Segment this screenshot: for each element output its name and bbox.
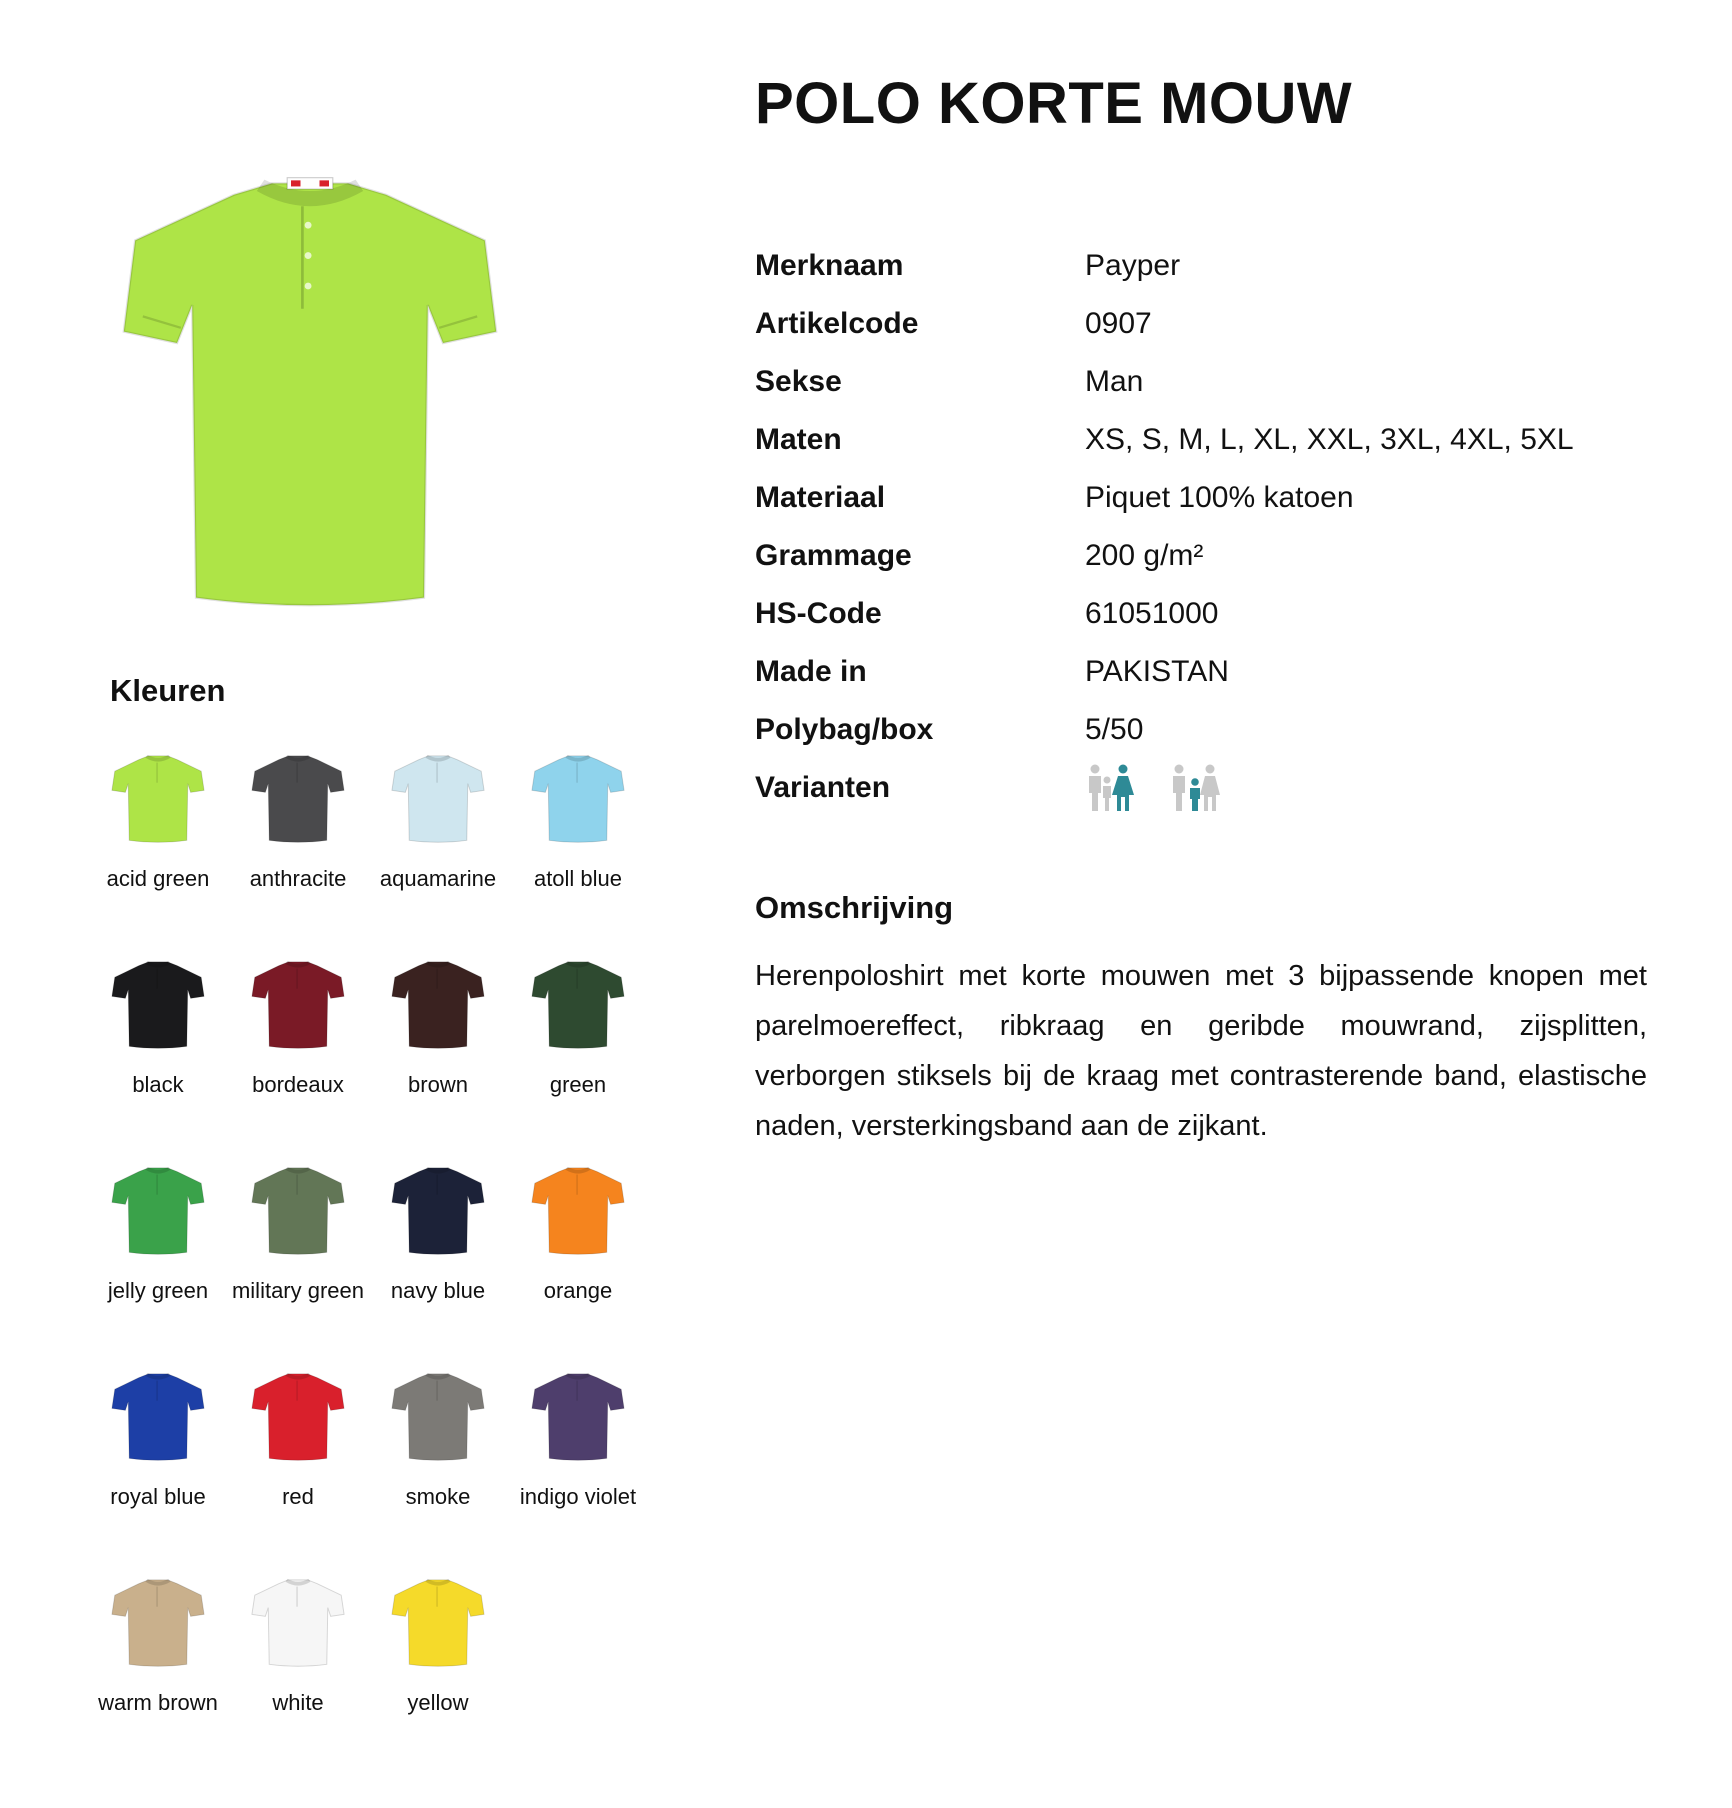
- color-swatch-label: brown: [408, 1072, 468, 1097]
- spec-label: Varianten: [755, 771, 891, 804]
- spec-value: 200 g/m²: [1085, 539, 1204, 572]
- spec-value: Piquet 100% katoen: [1085, 481, 1354, 514]
- color-swatch-label: smoke: [405, 1484, 471, 1509]
- spec-value: 0907: [1085, 307, 1152, 340]
- polo-swatch-image: [528, 752, 628, 848]
- spec-label: Sekse: [755, 365, 842, 398]
- spec-value: Man: [1085, 365, 1144, 398]
- color-swatch[interactable]: [508, 1370, 648, 1576]
- color-swatch-label: jelly green: [107, 1278, 209, 1303]
- polo-swatch-image: [528, 958, 628, 1054]
- polo-swatch-image: [108, 1576, 208, 1672]
- spec-row-hs-code: [755, 585, 1665, 643]
- family-woman-variant-icon[interactable]: [1085, 763, 1137, 813]
- colors-heading: Kleuren: [110, 673, 226, 708]
- polo-swatch-image: [108, 752, 208, 848]
- polo-shirt-main-image: [120, 160, 500, 640]
- color-swatch-label: navy blue: [390, 1278, 486, 1303]
- polo-body: [124, 183, 496, 605]
- spec-label: HS-Code: [755, 597, 882, 630]
- color-swatch-label: black: [132, 1072, 184, 1097]
- spec-row-made-in: [755, 643, 1665, 701]
- color-swatch-label: red: [282, 1484, 314, 1509]
- color-swatch-label: indigo violet: [519, 1484, 637, 1509]
- spec-row-brand: [755, 237, 1665, 295]
- color-swatch-label: yellow: [407, 1690, 469, 1715]
- spec-value: XS, S, M, L, XL, XXL, 3XL, 4XL, 5XL: [1085, 423, 1574, 456]
- polo-swatch-image: [388, 1370, 488, 1466]
- color-swatch-label: atoll blue: [533, 866, 623, 891]
- spec-label: Artikelcode: [755, 307, 919, 340]
- color-swatch-label: warm brown: [98, 1690, 218, 1715]
- color-swatch[interactable]: [368, 958, 508, 1164]
- color-swatch[interactable]: [88, 1164, 228, 1370]
- color-swatch-label: orange: [543, 1278, 613, 1303]
- polo-swatch-image: [388, 958, 488, 1054]
- color-swatch[interactable]: [508, 958, 648, 1164]
- polo-swatch-image: [248, 1576, 348, 1672]
- spec-label: Grammage: [755, 539, 912, 572]
- spec-row-polybag: [755, 701, 1665, 759]
- polo-swatch-image: [528, 1370, 628, 1466]
- description-heading: Omschrijving: [755, 890, 954, 925]
- product-title: POLO KORTE MOUW: [755, 71, 1353, 136]
- spec-label: Merknaam: [755, 249, 904, 282]
- color-swatch-label: white: [272, 1690, 324, 1715]
- color-swatch[interactable]: [228, 958, 368, 1164]
- color-swatch-grid: [88, 752, 648, 1782]
- family-child-variant-icon[interactable]: [1169, 763, 1221, 813]
- polo-swatch-image: [108, 958, 208, 1054]
- color-swatch-label: anthracite: [249, 866, 347, 891]
- spec-row-article-code: [755, 295, 1665, 353]
- color-swatch[interactable]: [368, 1576, 508, 1782]
- description-text: Herenpoloshirt met korte mouwen met 3 bijpassende knopen met parelmoereffect, ribkraag en geribde mouwrand, zijsplitten, verborgen stiksels bij de kraag met contrasterende band, elastische naden, versterkingsband aan de zijkant.: [755, 960, 1647, 1142]
- main-product-image: [120, 160, 500, 640]
- spec-label: Made in: [755, 655, 867, 688]
- polo-swatch-image: [248, 1164, 348, 1260]
- spec-row-sizes: [755, 411, 1665, 469]
- spec-row-material: [755, 469, 1665, 527]
- spec-row-variants: [755, 759, 1665, 817]
- color-swatch[interactable]: [228, 1164, 368, 1370]
- spec-label: Materiaal: [755, 481, 886, 514]
- variant-icons: [1085, 763, 1221, 813]
- color-swatch[interactable]: [228, 1370, 368, 1576]
- spec-value: PAKISTAN: [1085, 655, 1229, 688]
- color-swatch-label: bordeaux: [252, 1072, 344, 1097]
- spec-value: 5/50: [1085, 713, 1144, 746]
- polo-swatch-image: [528, 1164, 628, 1260]
- polo-swatch-image: [248, 1370, 348, 1466]
- color-swatch-label: acid green: [106, 866, 210, 891]
- polo-swatch-image: [248, 958, 348, 1054]
- spec-value: 61051000: [1085, 597, 1219, 630]
- polo-swatch-image: [388, 1164, 488, 1260]
- color-swatch-label: royal blue: [110, 1484, 206, 1509]
- color-swatch[interactable]: [228, 1576, 368, 1782]
- spec-label: Polybag/box: [755, 713, 934, 746]
- polo-swatch-image: [108, 1164, 208, 1260]
- spec-table: [755, 237, 1665, 817]
- color-swatch[interactable]: [88, 1576, 228, 1782]
- color-swatch[interactable]: [368, 1370, 508, 1576]
- color-swatch[interactable]: [368, 752, 508, 958]
- spec-row-grammage: [755, 527, 1665, 585]
- polo-swatch-image: [388, 1576, 488, 1672]
- color-swatch[interactable]: [88, 1370, 228, 1576]
- polo-swatch-image: [388, 752, 488, 848]
- polo-swatch-image: [248, 752, 348, 848]
- color-swatch[interactable]: [508, 1164, 648, 1370]
- color-swatch[interactable]: [228, 752, 368, 958]
- spec-label: Maten: [755, 423, 842, 456]
- color-swatch[interactable]: [88, 958, 228, 1164]
- color-swatch-label: military green: [231, 1278, 365, 1303]
- spec-value: Payper: [1085, 249, 1181, 282]
- color-swatch[interactable]: [508, 752, 648, 958]
- color-swatch-label: aquamarine: [379, 866, 497, 891]
- color-swatch[interactable]: [368, 1164, 508, 1370]
- color-swatch-label: green: [549, 1072, 607, 1097]
- polo-swatch-image: [108, 1370, 208, 1466]
- spec-row-gender: [755, 353, 1665, 411]
- product-media-column: [0, 0, 680, 1808]
- color-swatch[interactable]: [88, 752, 228, 958]
